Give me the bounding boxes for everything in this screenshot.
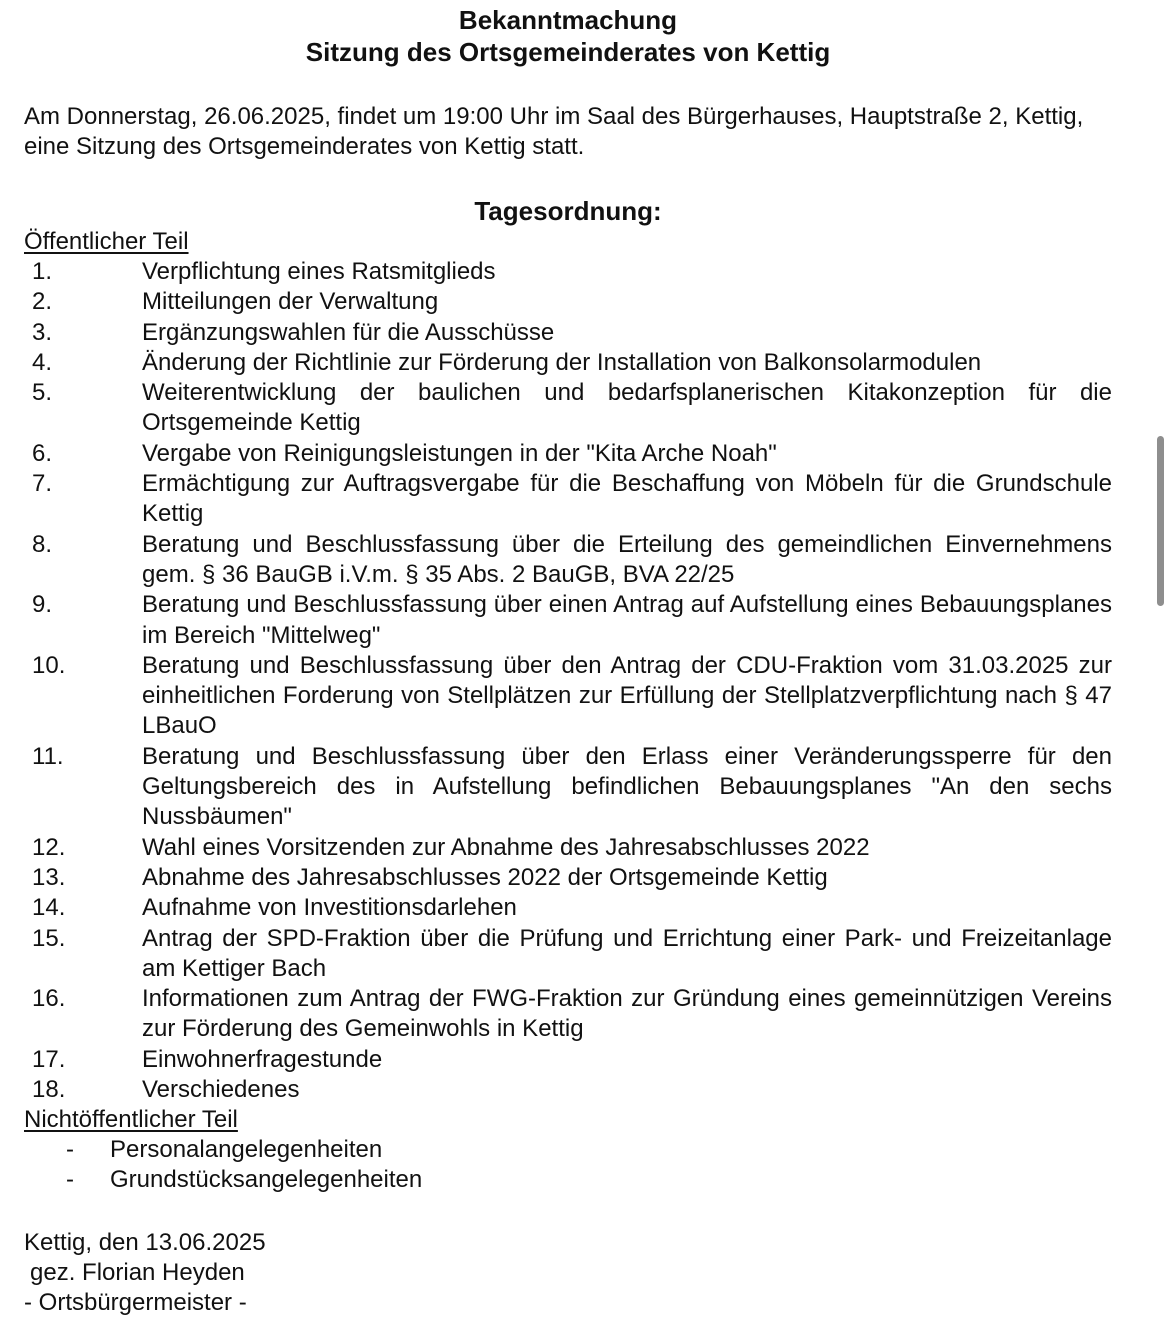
agenda-item xyxy=(24,318,1112,348)
agenda-item-text: Informationen zum Antrag der FWG-Fraktion zur Gründung eines gemeinnützigen Vereins zur Förderung des Gemeinwohls in Kettig xyxy=(142,985,1112,1043)
agenda-item xyxy=(24,469,1112,530)
agenda-item-text: Abnahme des Jahresabschlusses 2022 der Ortsgemeinde Kettig xyxy=(142,863,828,891)
agenda-item xyxy=(24,378,1112,439)
agenda-item-text: Mitteilungen der Verwaltung xyxy=(142,288,439,316)
agenda-item-number: 7. xyxy=(32,470,53,498)
place-date: Kettig, den 13.06.2025 xyxy=(24,1229,266,1257)
agenda-item xyxy=(24,1075,1112,1105)
nonpublic-section-label: Nichtöffentlicher Teil xyxy=(24,1106,238,1134)
agenda-item xyxy=(24,833,1112,863)
agenda-item-text: Wahl eines Vorsitzenden zur Abnahme des Jahresabschlusses 2022 xyxy=(142,833,870,861)
agenda-item-text: Aufnahme von Investitionsdarlehen xyxy=(142,894,517,922)
signature: gez. Florian Heyden xyxy=(30,1259,245,1287)
title-line-1: Bekanntmachung xyxy=(458,5,678,35)
agenda-item xyxy=(24,893,1112,923)
agenda-item-number: 14. xyxy=(32,894,66,922)
agenda-item-number: 8. xyxy=(32,530,53,558)
agenda-item-number: 4. xyxy=(32,348,53,376)
public-agenda-list xyxy=(24,257,1112,1105)
agenda-item-number: 6. xyxy=(32,439,53,467)
agenda-item xyxy=(24,863,1112,893)
nonpublic-agenda-list xyxy=(24,1135,1112,1195)
agenda-item-number: 10. xyxy=(32,651,66,679)
agenda-item-number: 3. xyxy=(32,318,53,346)
agenda-item-number: 13. xyxy=(32,863,66,891)
agenda-item xyxy=(24,348,1112,378)
agenda-item xyxy=(24,651,1112,742)
intro-paragraph: Am Donnerstag, 26.06.2025, findet um 19:00 Uhr im Saal des Bürgerhauses, Hauptstraße 2, Kettig, eine Sitzung des Ortsgemeinderates von Kettig statt. xyxy=(24,103,1084,160)
nonpublic-item-text: Grundstücksangelegenheiten xyxy=(110,1166,423,1194)
agenda-item xyxy=(24,287,1112,317)
agenda-item xyxy=(24,257,1112,287)
agenda-item-text: Beratung und Beschlussfassung über den Antrag der CDU-Fraktion vom 31.03.2025 zur einheitlichen Forderung von Stellplätzen zur Erfüllung der Stellplatzverpflichtung nach § 47 LBauO xyxy=(142,651,1112,740)
agenda-item xyxy=(24,924,1112,985)
nonpublic-item-text: Personalangelegenheiten xyxy=(110,1136,383,1164)
title-line-2: Sitzung des Ortsgemeinderates von Kettig xyxy=(305,37,831,67)
agenda-item-number: 17. xyxy=(32,1045,66,1073)
agenda-item-text: Weiterentwicklung der baulichen und bedarfsplanerischen Kitakonzeption für die Ortsgemeinde Kettig xyxy=(142,379,1112,437)
agenda-item xyxy=(24,439,1112,469)
agenda-item-number: 12. xyxy=(32,833,66,861)
agenda-item-text: Einwohnerfragestunde xyxy=(142,1045,383,1073)
agenda-item xyxy=(24,530,1112,591)
agenda-item xyxy=(24,984,1112,1045)
signatory-role: - Ortsbürgermeister - xyxy=(24,1289,247,1317)
agenda-item-number: 11. xyxy=(32,742,64,770)
nonpublic-item xyxy=(24,1135,1112,1165)
document-title xyxy=(24,4,1112,68)
agenda-item-number: 1. xyxy=(32,258,53,285)
agenda-item xyxy=(24,742,1112,833)
agenda-item-text: Antrag der SPD-Fraktion über die Prüfung und Errichtung einer Park- und Freizeitanlage am Kettiger Bach xyxy=(142,924,1112,982)
agenda-heading: Tagesordnung: xyxy=(474,196,662,226)
agenda-item-text: Beratung und Beschlussfassung über die Erteilung des gemeindlichen Einvernehmens gem. § 36 BauGB i.V.m. § 35 Abs. 2 BauGB, BVA 22/25 xyxy=(142,530,1112,588)
agenda-item-number: 2. xyxy=(32,288,53,316)
agenda-item-text: Beratung und Beschlussfassung über einen Antrag auf Aufstellung eines Bebauungsplanes im Bereich "Mittelweg" xyxy=(142,591,1112,649)
agenda-item-number: 18. xyxy=(32,1076,66,1104)
agenda-item-text: Vergabe von Reinigungsleistungen in der "Kita Arche Noah" xyxy=(142,439,777,467)
agenda-item xyxy=(24,1045,1112,1075)
agenda-item-text: Verschiedenes xyxy=(142,1076,300,1104)
announcement-document xyxy=(24,0,1112,1318)
agenda-item-number: 16. xyxy=(32,985,66,1013)
agenda-item-text: Ermächtigung zur Auftragsvergabe für die Beschaffung von Möbeln für die Grundschule Kettig xyxy=(142,470,1112,528)
nonpublic-item xyxy=(24,1165,1112,1195)
public-section-label: Öffentlicher Teil xyxy=(24,228,189,255)
agenda-item xyxy=(24,590,1112,651)
vertical-scrollbar[interactable] xyxy=(1157,436,1164,606)
bullet-dash: - xyxy=(66,1166,74,1194)
closing-block xyxy=(24,1228,1112,1318)
agenda-item-number: 15. xyxy=(32,924,66,952)
agenda-item-text: Änderung der Richtlinie zur Förderung der Installation von Balkonsolarmodulen xyxy=(142,348,982,376)
agenda-item-text: Beratung und Beschlussfassung über den Erlass einer Veränderungssperre für den Geltungsbereich des in Aufstellung befindlichen Bebauungsplanes "An den sechs Nussbäumen" xyxy=(142,742,1112,831)
agenda-item-text: Verpflichtung eines Ratsmitglieds xyxy=(142,258,496,285)
bullet-dash: - xyxy=(66,1136,74,1164)
agenda-item-text: Ergänzungswahlen für die Ausschüsse xyxy=(142,318,555,346)
agenda-item-number: 9. xyxy=(32,591,53,619)
agenda-item-number: 5. xyxy=(32,379,53,407)
